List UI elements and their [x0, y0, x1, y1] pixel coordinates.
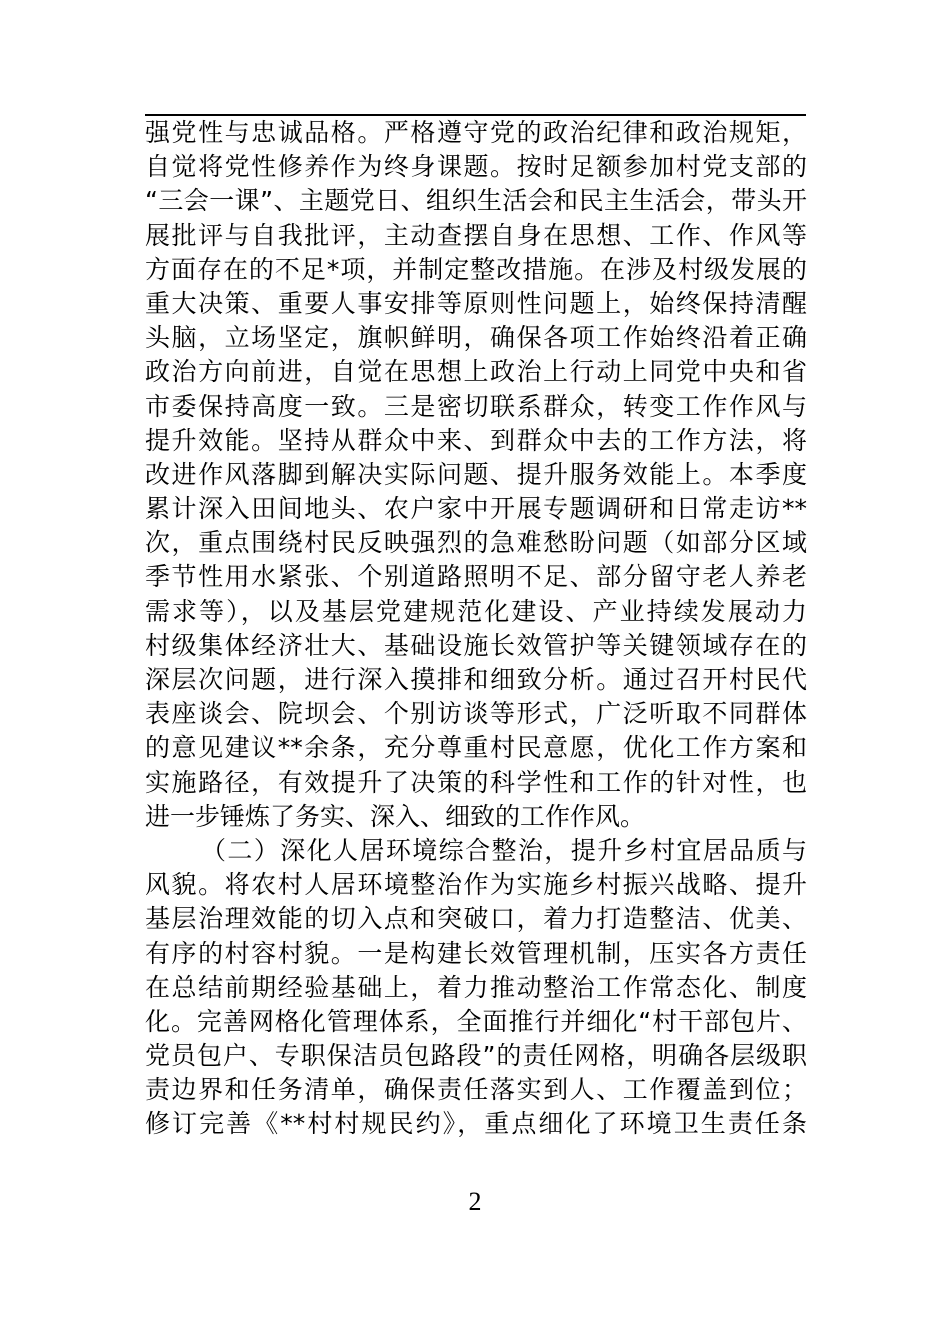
- text-line: 村级集体经济壮大、基础设施长效管护等关键领域存在的: [145, 630, 807, 660]
- text-line: 深层次问题，进行深入摸排和细致分析。通过召开村民代: [145, 665, 807, 694]
- text-line: 市委保持高度一致。三是密切联系群众，转变工作作风与: [145, 391, 807, 421]
- text-line: 需求等），以及基层党建规范化建设、产业持续发展动力: [145, 596, 807, 626]
- text-line: 化。完善网格化管理体系，全面推行并细化“村干部包片、: [145, 1006, 807, 1036]
- text-line: 方面存在的不足*项，并制定整改措施。在涉及村级发展的: [145, 254, 807, 284]
- text-line: 基层治理效能的切入点和突破口，着力打造整洁、优美、: [145, 904, 807, 934]
- text-line: 修订完善《**村村规民约》，重点细化了环境卫生责任条: [145, 1109, 807, 1139]
- text-line: 头脑，立场坚定，旗帜鲜明，确保各项工作始终沿着正确: [145, 323, 807, 353]
- text-line: 提升效能。坚持从群众中来、到群众中去的工作方法，将: [145, 425, 807, 455]
- text-line: 重大决策、重要人事安排等原则性问题上，始终保持清醒: [145, 288, 807, 318]
- text-line: 自觉将党性修养作为终身课题。按时足额参加村党支部的: [145, 152, 807, 182]
- body-text: [145, 116, 807, 1142]
- text-line: 展批评与自我批评，主动查摆自身在思想、工作、作风等: [145, 220, 807, 250]
- text-line: “三会一课”、主题党日、组织生活会和民主生活会，带头开: [145, 186, 807, 216]
- text-line: 风貌。将农村人居环境整治作为实施乡村振兴战略、提升: [145, 870, 807, 900]
- paragraph-last-line: 进一步锤炼了务实、深入、细致的工作作风。: [145, 801, 646, 831]
- text-line: 责边界和任务清单，确保责任落实到人、工作覆盖到位；: [145, 1075, 807, 1105]
- text-line: 累计深入田间地头、农户家中开展专题调研和日常走访**: [145, 494, 807, 524]
- section-heading-line: （二）深化人居环境综合整治，提升乡村宜居品质与: [201, 835, 807, 865]
- text-line: 实施路径，有效提升了决策的科学性和工作的针对性，也: [145, 767, 807, 797]
- text-line: 党员包户、专职保洁员包路段”的责任网格，明确各层级职: [145, 1041, 807, 1071]
- text-line: 有序的村容村貌。一是构建长效管理机制，压实各方责任: [145, 938, 807, 968]
- page-number: 2: [468, 1187, 482, 1216]
- text-line: 政治方向前进，自觉在思想上政治上行动上同党中央和省: [145, 357, 807, 387]
- text-line: 次，重点围绕村民反映强烈的急难愁盼问题（如部分区域: [145, 528, 807, 558]
- text-line: 强党性与忠诚品格。严格遵守党的政治纪律和政治规矩，: [145, 118, 807, 147]
- text-line: 季节性用水紧张、个别道路照明不足、部分留守老人养老: [145, 562, 807, 592]
- text-line: 在总结前期经验基础上，着力推动整治工作常态化、制度: [145, 972, 807, 1002]
- text-line: 表座谈会、院坝会、个别访谈等形式，广泛听取不同群体: [145, 699, 807, 729]
- text-line: 改进作风落脚到解决实际问题、提升服务效能上。本季度: [145, 459, 807, 489]
- text-line: 的意见建议**余条，充分尊重村民意愿，优化工作方案和: [145, 733, 807, 763]
